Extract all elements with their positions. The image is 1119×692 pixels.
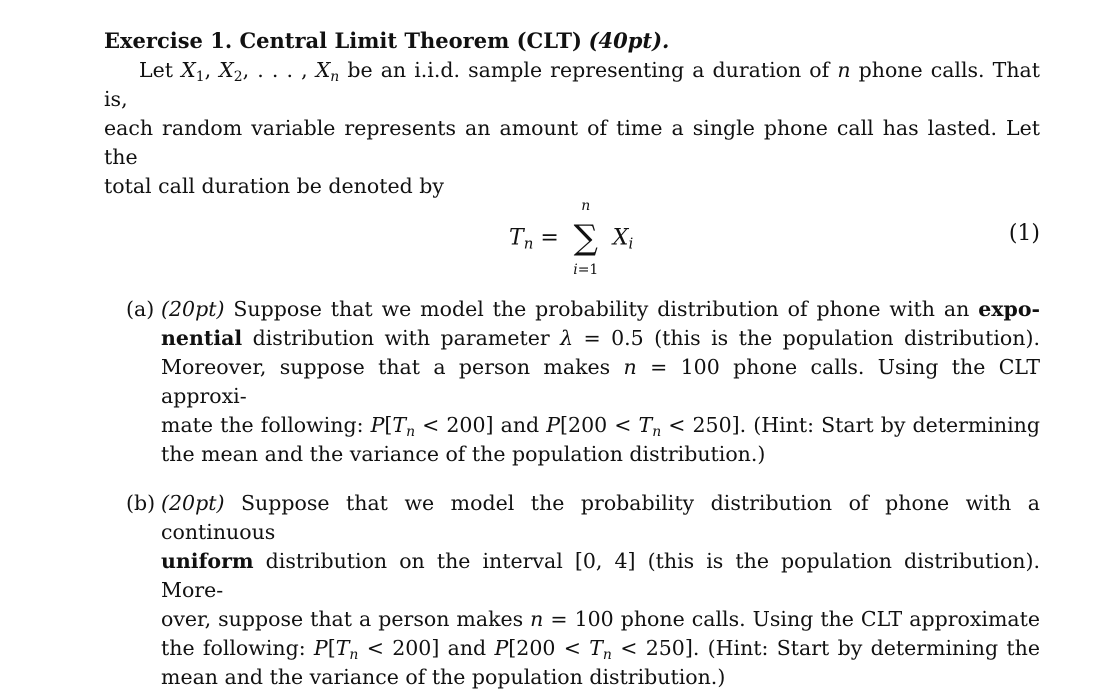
exercise-page — [104, 26, 1040, 692]
equation-number: (1) — [1008, 221, 1040, 246]
part-a-line-3: Moreover, suppose that a person makes n = 100 phone calls. Using the CLT approxi- — [161, 355, 1041, 408]
intro-line-2: each random variable represents an amount of time a single phone call has lasted. Let the — [104, 116, 1040, 169]
part-b-line-2: uniform distribution on the interval [0, 4] (this is the population distribution). More- — [161, 549, 1040, 602]
part-a — [104, 295, 1040, 469]
parts-list — [104, 295, 1040, 692]
part-a-label: (a) — [126, 297, 155, 321]
intro-line-3: total call duration be denoted by — [104, 174, 444, 198]
equation-body: $T_n$ = n ∑ i=1 $X_i$ — [509, 198, 634, 278]
exercise-heading — [104, 26, 1040, 56]
part-a-line-5: the mean and the variance of the population distribution.) — [161, 442, 766, 466]
part-a-line-1: (20pt) Suppose that we model the probability distribution of phone with an expo- — [161, 297, 1040, 321]
part-b-label: (b) — [126, 491, 156, 515]
part-a-line-4: mate the following: $P[T_n < 200]$ and $P[200 < T_n < 250]$. (Hint: Start by determining — [161, 413, 1041, 440]
intro-line-1: Let $X_1$, $X_2$, . . . , $X_n$ be an i.i.d. sample representing a duration of n phone calls. That is, — [104, 58, 1040, 111]
exercise-title: Exercise 1. Central Limit Theorem (CLT) — [104, 28, 582, 53]
exercise-points: (40pt). — [588, 28, 670, 53]
part-b-line-4: the following: $P[T_n < 200]$ and $P[200 < T_n < 250]$. (Hint: Start by determining the — [161, 636, 1041, 663]
part-a-line-2: nential distribution with parameter λ = 0.5 (this is the population distribution). — [161, 326, 1040, 350]
part-b — [104, 489, 1040, 692]
equation-1 — [104, 198, 1040, 291]
part-b-line-3: over, suppose that a person makes n = 100 phone calls. Using the CLT approximate — [161, 607, 1040, 631]
part-b-line-5: mean and the variance of the population distribution.) — [161, 665, 726, 689]
part-b-line-1: (20pt) Suppose that we model the probability distribution of phone with a continuous — [161, 491, 1040, 544]
summation-sign: n ∑ i=1 — [573, 198, 599, 278]
